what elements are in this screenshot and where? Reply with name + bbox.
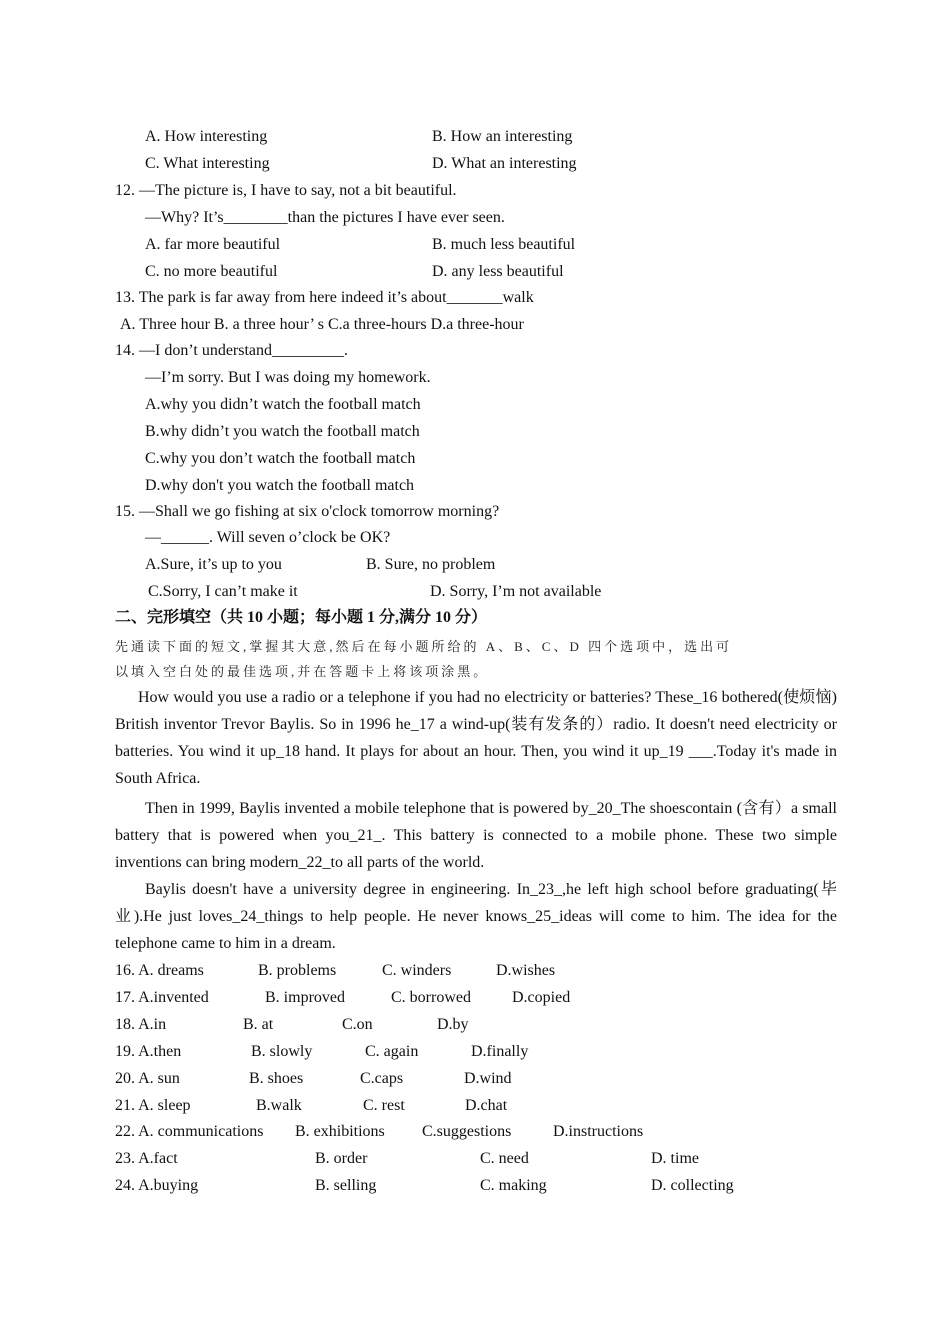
option-c: C. rest bbox=[363, 1097, 405, 1114]
option-c: C.caps bbox=[360, 1070, 404, 1087]
option-c: C. making bbox=[480, 1177, 547, 1194]
q11-option-d: D. What an interesting bbox=[432, 155, 577, 172]
q15-stem: 15. —Shall we go fishing at six o'clock tomorrow morning? bbox=[115, 503, 500, 520]
option-b: B. exhibitions bbox=[295, 1123, 385, 1140]
q15-option-b: B. Sure, no problem bbox=[366, 556, 496, 573]
q12-reply: —Why? It’s________than the pictures I have ever seen. bbox=[145, 209, 505, 226]
q14-option-d: D.why don't you watch the football match bbox=[145, 477, 415, 494]
option-b: B. at bbox=[243, 1016, 274, 1033]
q12-option-b: B. much less beautiful bbox=[432, 236, 576, 253]
option-a: 21. A. sleep bbox=[115, 1097, 191, 1114]
q15-option-d: D. Sorry, I’m not available bbox=[430, 583, 602, 600]
option-c: C. need bbox=[480, 1150, 529, 1167]
option-d: D.copied bbox=[512, 989, 571, 1006]
q14-stem: 14. —I don’t understand_________. bbox=[115, 342, 349, 359]
q12-option-c: C. no more beautiful bbox=[145, 263, 278, 280]
option-b: B. shoes bbox=[249, 1070, 304, 1087]
q14-reply: —I’m sorry. But I was doing my homework. bbox=[145, 369, 431, 386]
option-a: 20. A. sun bbox=[115, 1070, 180, 1087]
option-c: C. borrowed bbox=[391, 989, 471, 1006]
option-c: C. winders bbox=[382, 962, 452, 979]
section-title: 二、完形填空（共 10 小题；每小题 1 分,满分 10 分） bbox=[115, 609, 488, 626]
q15-option-a: A.Sure, it’s up to you bbox=[145, 556, 282, 573]
q12-option-d: D. any less beautiful bbox=[432, 263, 564, 280]
option-d: D. collecting bbox=[651, 1177, 734, 1194]
option-a: 24. A.buying bbox=[115, 1177, 199, 1194]
option-a: 18. A.in bbox=[115, 1016, 167, 1033]
option-c: C.on bbox=[342, 1016, 373, 1033]
option-d: D.instructions bbox=[553, 1123, 644, 1140]
option-d: D.wishes bbox=[496, 962, 556, 979]
option-d: D.finally bbox=[471, 1043, 529, 1060]
option-b: B. problems bbox=[258, 962, 337, 979]
q13-options: A. Three hour B. a three hour’ s C.a three-hours D.a three-hour bbox=[120, 316, 524, 333]
option-c: C.suggestions bbox=[422, 1123, 512, 1140]
passage-paragraph-2: Then in 1999, Baylis invented a mobile telephone that is powered by_20_The shoescontain (含有）a small battery that is powered when you_21_. This battery is connected to a mobile phone. These two simple inventions can bring modern_22_to all parts of the world. bbox=[115, 800, 837, 871]
option-c: C. again bbox=[365, 1043, 419, 1060]
option-a: 22. A. communications bbox=[115, 1123, 264, 1140]
q14-option-a: A.why you didn’t watch the football match bbox=[145, 396, 421, 413]
q12-stem: 12. —The picture is, I have to say, not a bit beautiful. bbox=[115, 182, 457, 199]
section-instruction-line2: 以填入空白处的最佳选项,并在答题卡上将该项涂黑。 bbox=[115, 664, 490, 679]
option-b: B. improved bbox=[265, 989, 345, 1006]
q12-option-a: A. far more beautiful bbox=[145, 236, 281, 253]
option-d: D. time bbox=[651, 1150, 699, 1167]
q14-option-c: C.why you don’t watch the football match bbox=[145, 450, 416, 467]
option-b: B. selling bbox=[315, 1177, 377, 1194]
option-a: 16. A. dreams bbox=[115, 962, 204, 979]
option-d: D.chat bbox=[465, 1097, 508, 1114]
option-a: 19. A.then bbox=[115, 1043, 182, 1060]
option-d: D.by bbox=[437, 1016, 469, 1033]
q13-stem: 13. The park is far away from here indeed it’s about_______walk bbox=[115, 289, 534, 306]
option-b: B. order bbox=[315, 1150, 368, 1167]
option-a: 17. A.invented bbox=[115, 989, 209, 1006]
passage-paragraph-1: How would you use a radio or a telephone if you had no electricity or batteries? These_16 bothered(使烦恼) British inventor Trevor Baylis. So in 1996 he_17 a wind-up(装有发条的）radio. It doesn't need electricity or batteries. You wind it up_18 hand. It plays for about an hour. Then, you wind it up_19 ___.Today it's made in South Africa. bbox=[115, 689, 837, 787]
option-d: D.wind bbox=[464, 1070, 512, 1087]
q15-reply: —______. Will seven o’clock be OK? bbox=[145, 529, 391, 546]
passage-paragraph-3: Baylis doesn't have a university degree in engineering. In_23_,he left high school before graduating(毕业).He just loves_24_things to help people. He never knows_25_ideas will come to him. The idea for the telephone came to him in a dream. bbox=[115, 881, 837, 952]
option-a: 23. A.fact bbox=[115, 1150, 178, 1167]
q15-option-c: C.Sorry, I can’t make it bbox=[148, 583, 298, 600]
q11-option-a: A. How interesting bbox=[145, 128, 268, 145]
section-instruction-line1: 先通读下面的短文,掌握其大意,然后在每小题所给的 A、B、C、D 四个选项中，选出可 bbox=[115, 639, 733, 654]
q11-option-c: C. What interesting bbox=[145, 155, 270, 172]
q14-option-b: B.why didn’t you watch the football match bbox=[145, 423, 420, 440]
q11-option-b: B. How an interesting bbox=[432, 128, 573, 145]
option-b: B.walk bbox=[256, 1097, 302, 1114]
option-b: B. slowly bbox=[251, 1043, 313, 1060]
